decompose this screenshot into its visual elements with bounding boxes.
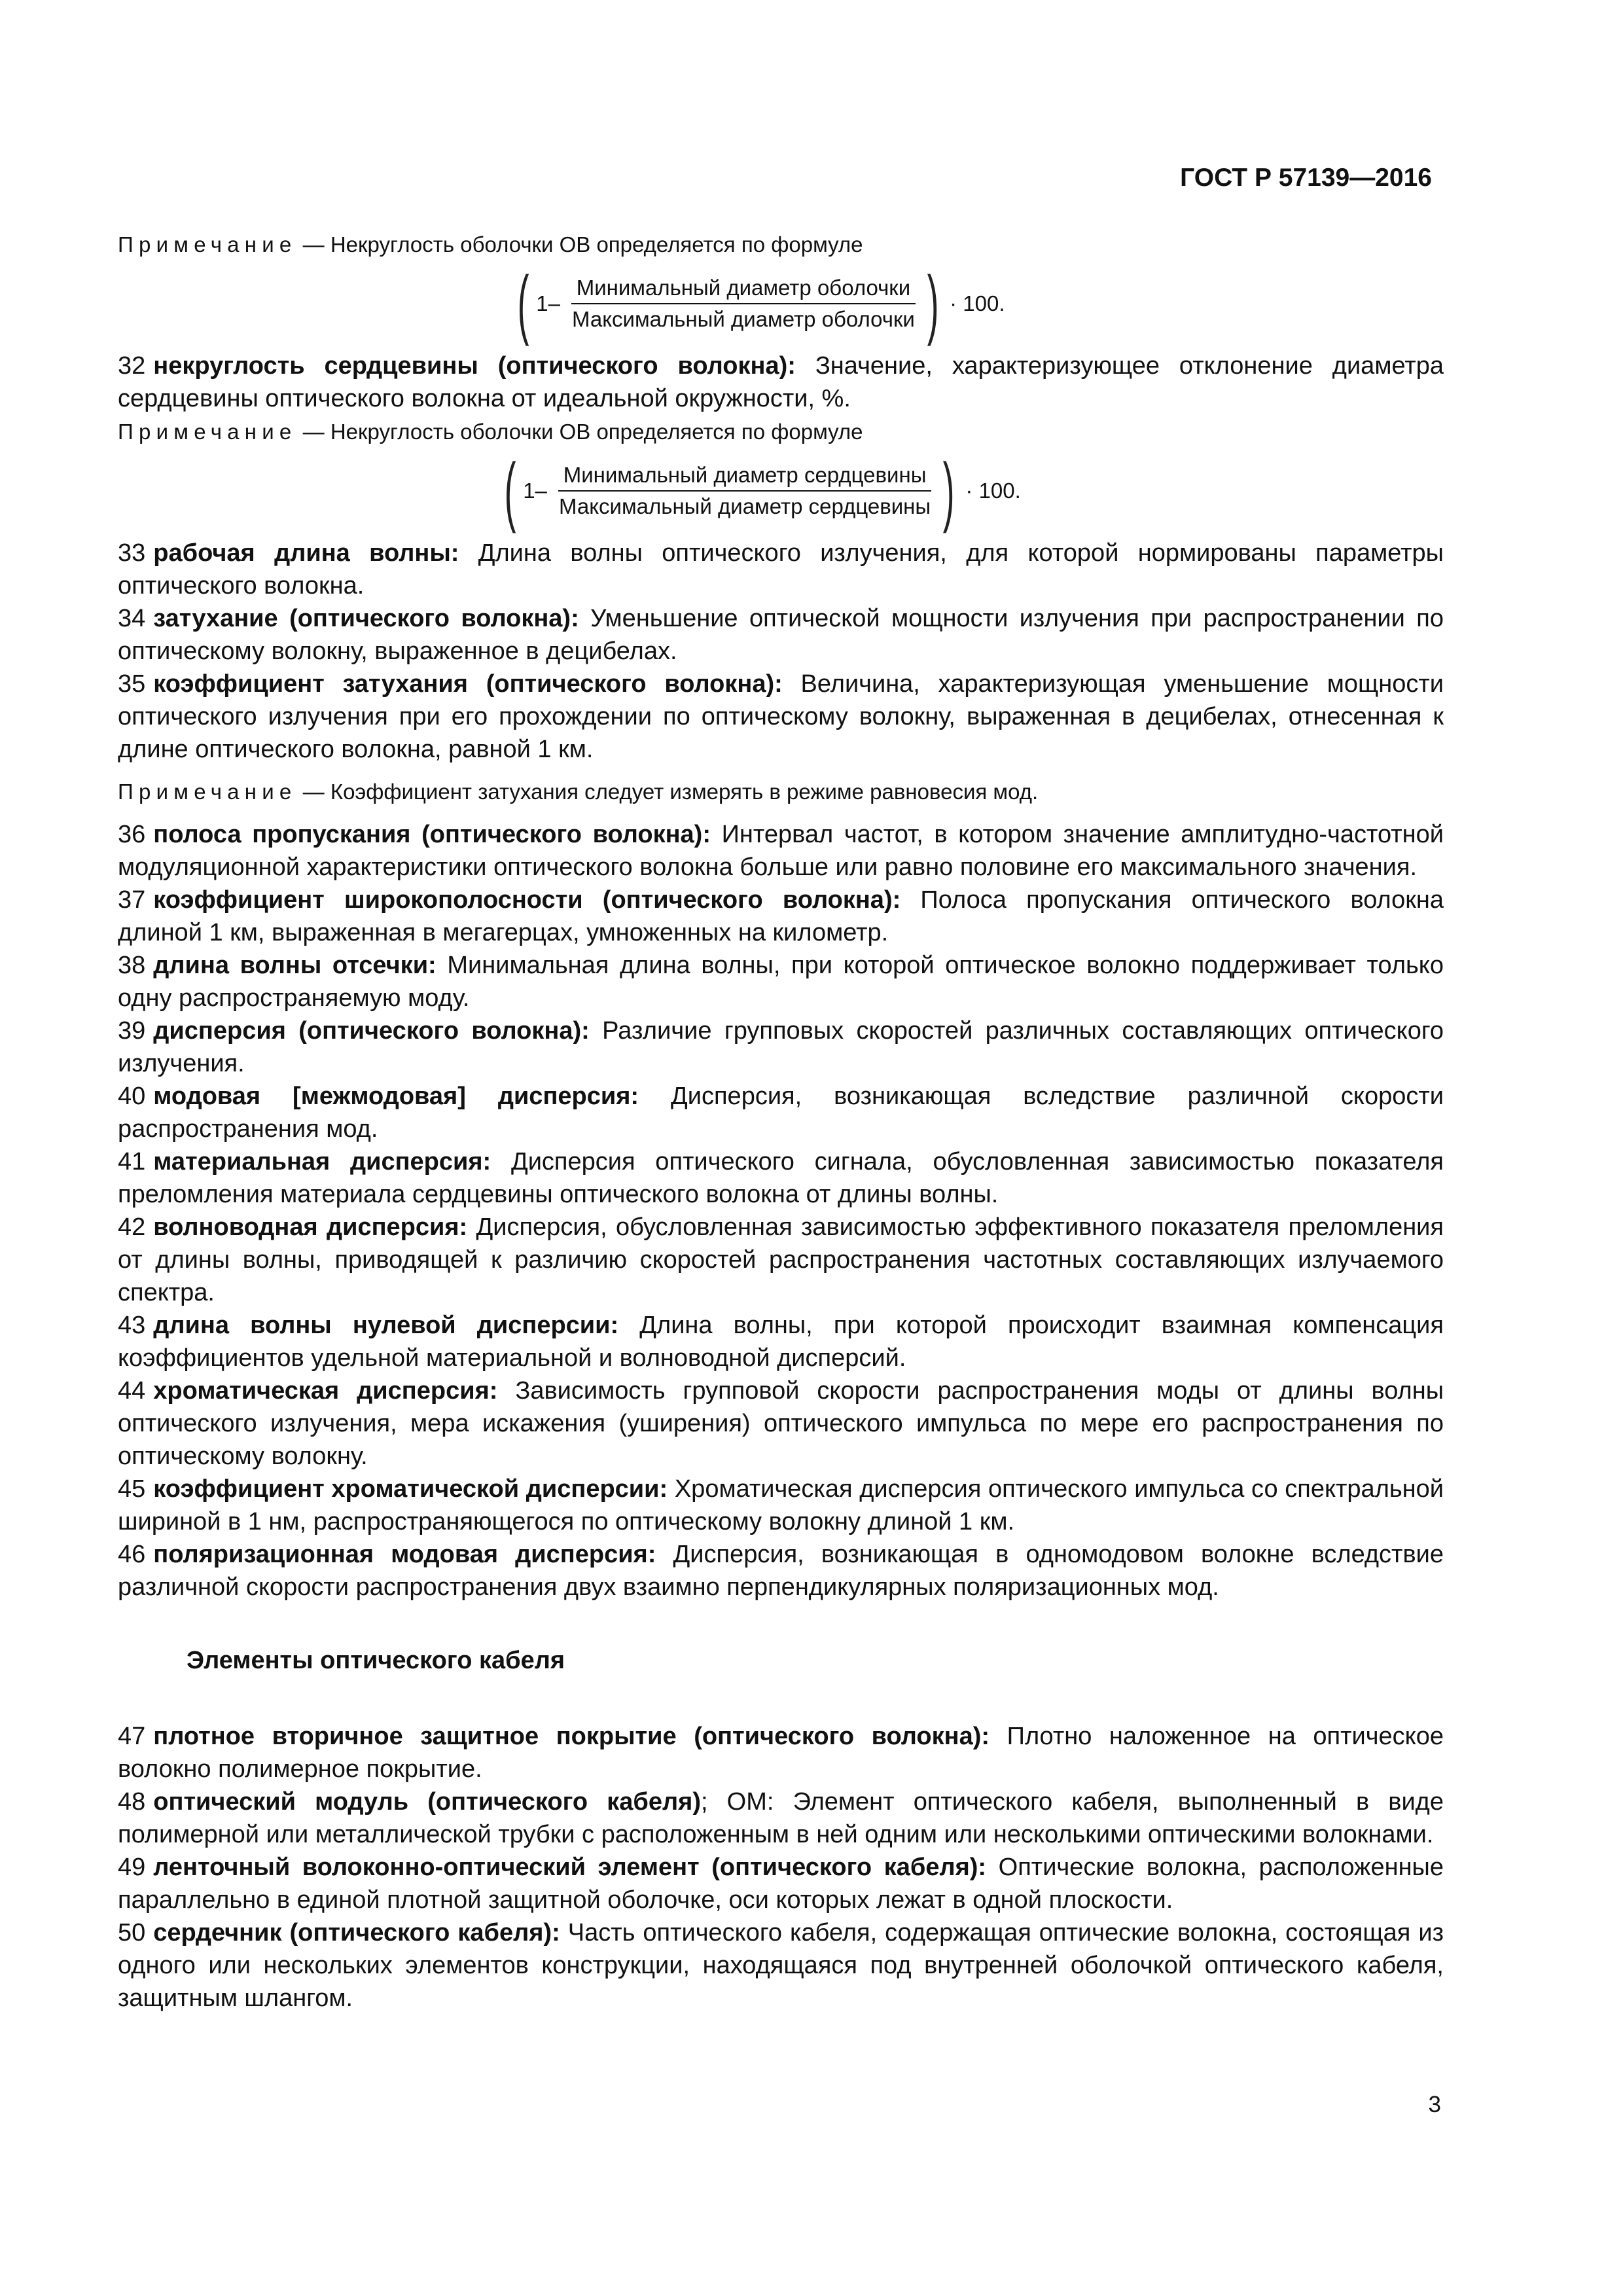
term-definition: Длина волны оптического излучения, для которой нормированы параметры оптического волокна. [118, 539, 1444, 600]
term-number: 34 [118, 605, 146, 632]
term-definition: Величина, характеризующая уменьшение мощности оптического излучения при его прохождении по оптическому волокну, выраженная в децибелах, отнесенная к длине оптического волокна, равной 1 км. [118, 670, 1444, 763]
formula-one: 1– [523, 478, 548, 503]
term-name: длина волны нулевой дисперсии: [153, 1312, 619, 1339]
term-33 [118, 537, 1444, 602]
term-definition: Оптические волокна, расположенные параллельно в единой плотной защитной оболочке, оси которых лежат в одной плоскости. [118, 1854, 1444, 1914]
term-number: 35 [118, 670, 146, 698]
right-paren: ) [942, 448, 955, 534]
term-number: 45 [118, 1475, 146, 1503]
term-definition: Плотно наложенное на оптическое волокно полимерное покрытие. [118, 1723, 1444, 1783]
term-name: некруглость сердцевины (оптического волокна): [153, 352, 796, 380]
term-49 [118, 1851, 1444, 1916]
term-definition: Дисперсия оптического сигнала, обусловленная зависимостью показателя преломления материала сердцевины оптического волокна от длины волны. [118, 1148, 1444, 1208]
term-definition: Зависимость групповой скорости распространения моды от длины волны оптического излучения, мера искажения (уширения) оптического импульса по мере его распространения по оптическому волокну. [118, 1377, 1444, 1470]
term-number: 47 [118, 1723, 146, 1750]
term-definition: Дисперсия, обусловленная зависимостью эффективного показателя преломления от длины волны, приводящей к различию скоростей распространения частотных составляющих излучаемого спектра. [118, 1213, 1444, 1306]
term-39 [118, 1014, 1444, 1080]
term-name: коэффициент затухания (оптического волокна): [153, 670, 783, 698]
note-1 [118, 229, 1444, 260]
page-number: 3 [1428, 2092, 1441, 2117]
term-definition: Различие групповых скоростей различных составляющих оптического излучения. [118, 1017, 1444, 1077]
note-2 [118, 416, 1444, 448]
term-number: 44 [118, 1377, 146, 1405]
formula-one: 1– [536, 291, 561, 315]
term-number: 41 [118, 1148, 146, 1175]
term-38 [118, 949, 1444, 1014]
term-definition: Значение, характеризующее отклонение диаметра сердцевины оптического волокна от идеальной окружности, %. [118, 352, 1444, 412]
term-name: сердечник (оптического кабеля): [153, 1919, 560, 1946]
term-definition: Длина волны, при которой происходит взаимная компенсация коэффициентов удельной материальной и волноводной дисперсий. [118, 1312, 1444, 1372]
term-44 [118, 1374, 1444, 1473]
term-34 [118, 602, 1444, 668]
term-definition: Дисперсия, возникающая в одномодовом волокне вследствие различной скорости распространения двух взаимно перпендикулярных поляризационных мод. [118, 1541, 1444, 1601]
term-name: модовая [межмодовая] дисперсия: [153, 1083, 639, 1110]
formula-1 [118, 260, 1444, 347]
term-number: 48 [118, 1788, 146, 1816]
term-name: длина волны отсечки: [153, 952, 437, 979]
term-35 [118, 668, 1444, 766]
term-name: материальная дисперсия: [153, 1148, 491, 1175]
term-definition: Интервал частот, в котором значение амплитудно-частотной модуляционной характеристики оптического волокна больше или равно половине его максимального значения. [118, 821, 1444, 881]
term-name: плотное вторичное защитное покрытие (оптического волокна): [153, 1723, 990, 1750]
term-number: 46 [118, 1541, 146, 1568]
term-number: 37 [118, 886, 146, 914]
term-definition: Часть оптического кабеля, содержащая оптические волокна, состоящая из одного или нескольких элементов конструкции, находящаяся под внутренней оболочкой оптического кабеля, защитным шлангом. [118, 1919, 1444, 2012]
note-label: Примечание [118, 232, 297, 257]
denominator: Максимальный диаметр сердцевины [559, 494, 931, 518]
term-36 [118, 818, 1444, 884]
term-name: хроматическая дисперсия: [153, 1377, 498, 1405]
term-43 [118, 1309, 1444, 1374]
term-48 [118, 1785, 1444, 1851]
term-47 [118, 1720, 1444, 1785]
term-name: коэффициент широкополосности (оптического волокна): [153, 886, 901, 914]
note-label: Примечание [118, 420, 297, 444]
term-definition: Полоса пропускания оптического волокна длиной 1 км, выраженная в мегагерцах, умноженных на километр. [118, 886, 1444, 946]
term-number: 50 [118, 1919, 146, 1946]
note-3 [118, 776, 1444, 808]
term-name: дисперсия (оптического волокна): [153, 1017, 590, 1045]
note-label: Примечание [118, 780, 297, 804]
note-text: — Некруглость оболочки ОВ определяется по формуле [296, 420, 863, 444]
term-number: 38 [118, 952, 146, 979]
page-content [118, 229, 1444, 2015]
term-name: рабочая длина волны: [153, 539, 459, 567]
term-definition: ; ОМ: Элемент оптического кабеля, выполненный в виде полимерной или металлической трубки с расположенным в ней одним или несколькими оптическими волокнами. [118, 1788, 1444, 1848]
term-45 [118, 1473, 1444, 1538]
left-paren: ( [504, 448, 516, 534]
term-number: 36 [118, 821, 146, 848]
term-41 [118, 1145, 1444, 1211]
term-name: оптический модуль (оптического кабеля) [153, 1788, 701, 1816]
term-number: 32 [118, 352, 146, 380]
denominator: Максимальный диаметр оболочки [572, 307, 915, 331]
formula-multiplier: · 100. [950, 291, 1005, 315]
term-40 [118, 1080, 1444, 1145]
term-50 [118, 1916, 1444, 2015]
term-number: 42 [118, 1213, 146, 1241]
term-32 [118, 350, 1444, 415]
note-text: — Некруглость оболочки ОВ определяется по формуле [296, 232, 863, 257]
formula-2 [118, 448, 1444, 534]
term-name: поляризационная модовая дисперсия: [153, 1541, 656, 1568]
term-definition: Минимальная длина волны, при которой оптическое волокно поддерживает только одну распространяемую моду. [118, 952, 1444, 1012]
term-name: полоса пропускания (оптического волокна): [153, 821, 711, 848]
term-definition: Дисперсия, возникающая вследствие различной скорости распространения мод. [118, 1083, 1444, 1143]
right-paren: ) [927, 260, 939, 347]
term-number: 49 [118, 1854, 146, 1881]
term-46 [118, 1538, 1444, 1604]
note-text: — Коэффициент затухания следует измерять в режиме равновесия мод. [296, 780, 1039, 804]
fraction [567, 276, 920, 332]
term-number: 43 [118, 1312, 146, 1339]
term-name: волноводная дисперсия: [153, 1213, 468, 1241]
term-definition: Уменьшение оптической мощности излучения при распространении по оптическому волокну, выраженное в децибелах. [118, 605, 1444, 665]
formula-multiplier: · 100. [965, 478, 1021, 503]
section-heading: Элементы оптического кабеля [187, 1647, 565, 1674]
term-name: затухание (оптического волокна): [153, 605, 579, 632]
term-name: ленточный волоконно-оптический элемент (оптического кабеля): [153, 1854, 987, 1881]
fraction [554, 463, 936, 519]
term-42 [118, 1211, 1444, 1309]
term-number: 39 [118, 1017, 146, 1045]
term-37 [118, 884, 1444, 949]
standard-designation: ГОСТ Р 57139—2016 [1180, 164, 1432, 192]
numerator: Минимальный диаметр сердцевины [558, 463, 932, 492]
term-number: 33 [118, 539, 146, 567]
term-definition: Хроматическая дисперсия оптического импульса со спектральной шириной в 1 нм, распространяющегося по оптическому волокну длиной 1 км. [118, 1475, 1444, 1535]
left-paren: ( [517, 260, 529, 347]
term-number: 40 [118, 1083, 146, 1110]
numerator: Минимальный диаметр оболочки [571, 276, 916, 304]
term-name: коэффициент хроматической дисперсии: [153, 1475, 668, 1503]
